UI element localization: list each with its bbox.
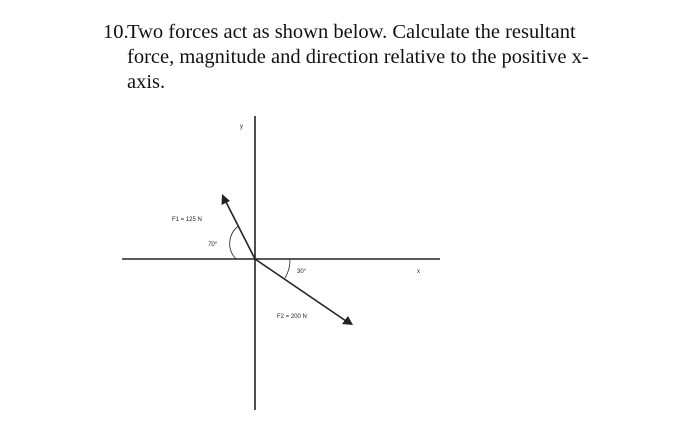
force2-angle-label: 30° — [297, 269, 307, 275]
force1-label: F1 = 125 N — [172, 217, 202, 223]
force1-vector — [225, 200, 255, 259]
force2-angle-arc — [285, 259, 290, 278]
question-line-1: Two forces act as shown below. Calculate the resultant — [127, 21, 576, 43]
x-axis-label: x — [417, 269, 420, 275]
force1-arrowhead — [222, 194, 231, 205]
y-axis-label: y — [240, 124, 243, 130]
force1-angle-label: 70° — [208, 242, 218, 248]
force2-arrowhead — [342, 316, 353, 325]
force1-angle-arc — [230, 226, 239, 259]
question-line-2: force, magnitude and direction relative to the positive x- — [127, 46, 589, 68]
question-number: 10. — [103, 21, 129, 43]
question-line-3: axis. — [127, 71, 166, 93]
force2-label: F2 = 200 N — [277, 314, 307, 320]
